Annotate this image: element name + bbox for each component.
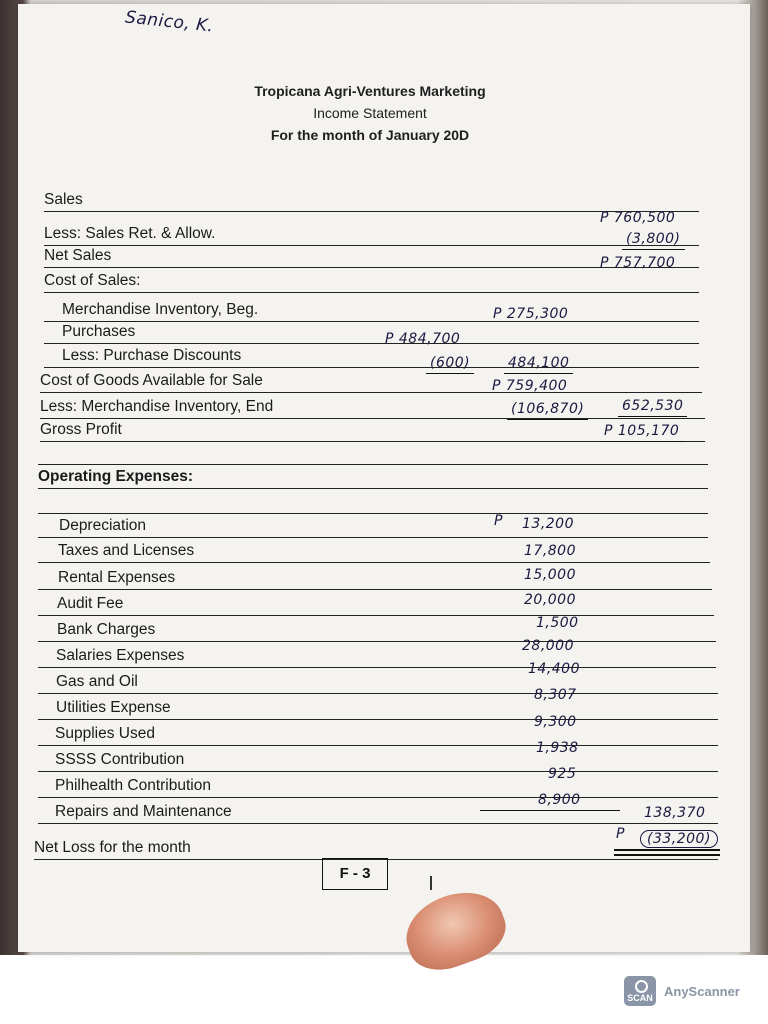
scanner-watermark: [624, 976, 740, 1006]
row-merch-beg: Merchandise Inventory, Beg.: [44, 298, 699, 322]
row-taxes: Taxes and Licenses: [38, 539, 710, 563]
value-net-purchases: 484,100: [508, 355, 570, 371]
row-purchases: Purchases: [44, 320, 699, 344]
row-cogas: Cost of Goods Available for Sale: [40, 369, 702, 393]
row-net-loss: Net Loss for the month: [34, 836, 718, 860]
row-ssss: SSSS Contribution: [38, 748, 718, 772]
value-purchases: P 484,700: [385, 331, 461, 347]
value-purchase-discounts: (600): [430, 355, 471, 371]
value-cogas: P 759,400: [492, 378, 568, 394]
row-repairs: Repairs and Maintenance: [38, 800, 718, 824]
scanner-app-name: AnyScanner: [664, 983, 740, 999]
row-sales-returns: Less: Sales Ret. & Allow.: [44, 222, 699, 246]
row-utilities: Utilities Expense: [38, 696, 718, 720]
row-gross-profit: Gross Profit: [40, 418, 705, 442]
value-merch-beg: P 275,300: [493, 306, 569, 322]
value-salaries: 28,000: [522, 638, 574, 654]
row-cost-of-sales: Cost of Sales:: [44, 269, 699, 293]
pen-mark: [430, 876, 432, 890]
statement-title: Income Statement: [313, 105, 427, 121]
row-blank: [38, 441, 708, 465]
company-name: Tropicana Agri-Ventures Marketing: [254, 83, 486, 99]
row-sales: Sales: [44, 188, 699, 212]
value-audit: 20,000: [524, 592, 576, 608]
row-blank-2: [38, 490, 708, 514]
row-philhealth: Philhealth Contribution: [38, 774, 718, 798]
value-gross-profit: P 105,170: [604, 423, 680, 439]
value-bank: 1,500: [536, 615, 579, 631]
value-supplies: 9,300: [534, 714, 577, 730]
value-net-loss-currency: P: [616, 826, 625, 842]
opex-total-rule: [480, 810, 620, 811]
row-gas: Gas and Oil: [38, 670, 718, 694]
author-note: Sanico, K.: [124, 7, 215, 37]
value-taxes: 17,800: [524, 543, 576, 559]
statement-header: [170, 80, 570, 146]
value-utilities: 8,307: [534, 687, 577, 703]
row-purchase-discounts: Less: Purchase Discounts: [44, 344, 699, 368]
value-depreciation: 13,200: [522, 516, 574, 532]
row-net-sales: Net Sales: [44, 244, 699, 268]
row-audit: Audit Fee: [38, 592, 714, 616]
value-sales: P 760,500: [600, 210, 676, 226]
value-net-loss: (33,200): [640, 830, 718, 848]
page-code: F - 3: [322, 858, 388, 890]
value-net-sales: P 757,700: [600, 255, 676, 271]
value-cost-of-sales-total: 652,530: [622, 398, 684, 414]
row-depreciation: Depreciation: [38, 514, 708, 538]
value-depreciation-currency: P: [494, 513, 503, 529]
net-loss-double-underline: [614, 849, 720, 856]
row-supplies: Supplies Used: [38, 722, 718, 746]
value-gas: 14,400: [528, 661, 580, 677]
value-opex-total: 138,370: [644, 805, 706, 821]
scanner-app-icon: SCAN: [624, 976, 656, 1006]
statement-period: For the month of January 20D: [270, 127, 470, 143]
row-opex-heading: Operating Expenses:: [38, 465, 708, 489]
value-repairs: 8,900: [538, 792, 581, 808]
value-sales-returns: (3,800): [626, 231, 681, 247]
row-rental: Rental Expenses: [38, 566, 712, 590]
row-bank: Bank Charges: [38, 618, 716, 642]
value-rental: 15,000: [524, 567, 576, 583]
value-philhealth: 925: [548, 766, 577, 782]
value-merch-end: (106,870): [511, 401, 585, 417]
value-ssss: 1,938: [536, 740, 579, 756]
row-salaries: Salaries Expenses: [38, 644, 716, 668]
row-merch-end: Less: Merchandise Inventory, End: [40, 395, 705, 419]
